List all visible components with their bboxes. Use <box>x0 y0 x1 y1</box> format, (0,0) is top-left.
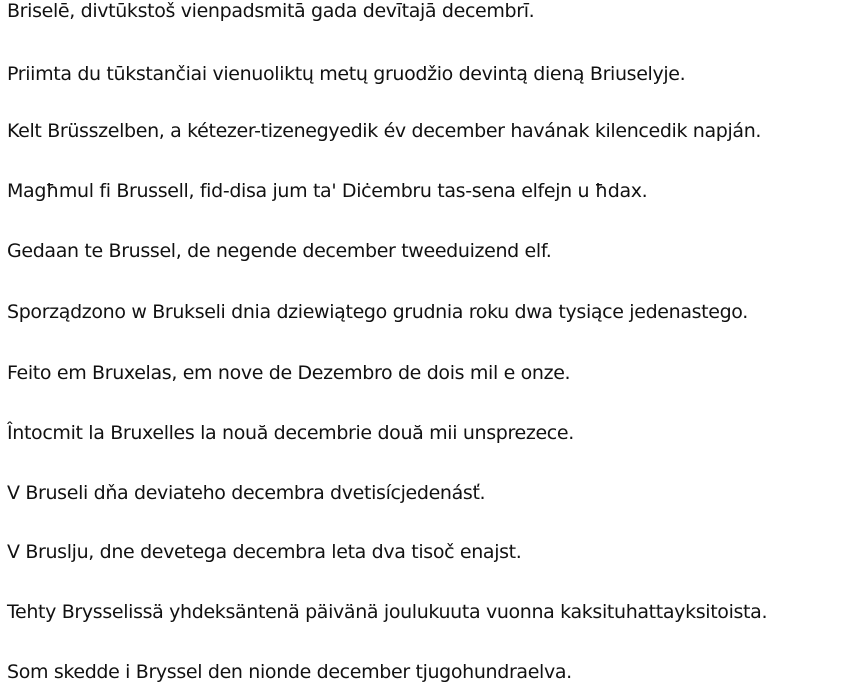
signature-line-maltese: Magħmul fi Brussell, fid-disa jum ta' Diċembru tas-sena elfejn u ħdax. <box>7 180 648 202</box>
signature-line-slovak: V Bruseli dňa deviateho decembra dvetisícjedenásť. <box>7 482 486 504</box>
signature-line-latvian: Briselē, divtūkstoš vienpadsmitā gada devītajā decembrī. <box>7 0 535 22</box>
signature-line-romanian: Întocmit la Bruxelles la nouă decembrie două mii unsprezece. <box>7 422 574 444</box>
signature-line-swedish: Som skedde i Bryssel den nionde december tjugohundraelva. <box>7 661 572 683</box>
signature-line-portuguese: Feito em Bruxelas, em nove de Dezembro de dois mil e onze. <box>7 362 571 384</box>
signature-line-finnish: Tehty Brysselissä yhdeksäntenä päivänä joulukuuta vuonna kaksituhattayksitoista. <box>7 601 768 623</box>
signature-line-slovenian: V Bruslju, dne devetega decembra leta dva tisoč enajst. <box>7 541 522 563</box>
signature-line-lithuanian: Priimta du tūkstančiai vienuoliktų metų gruodžio devintą dieną Briuselyje. <box>7 63 686 85</box>
signature-line-hungarian: Kelt Brüsszelben, a kétezer-tizenegyedik év december havának kilencedik napján. <box>7 120 762 142</box>
signature-line-dutch: Gedaan te Brussel, de negende december tweeduizend elf. <box>7 240 552 262</box>
signature-line-polish: Sporządzono w Brukseli dnia dziewiątego grudnia roku dwa tysiące jedenastego. <box>7 301 748 323</box>
